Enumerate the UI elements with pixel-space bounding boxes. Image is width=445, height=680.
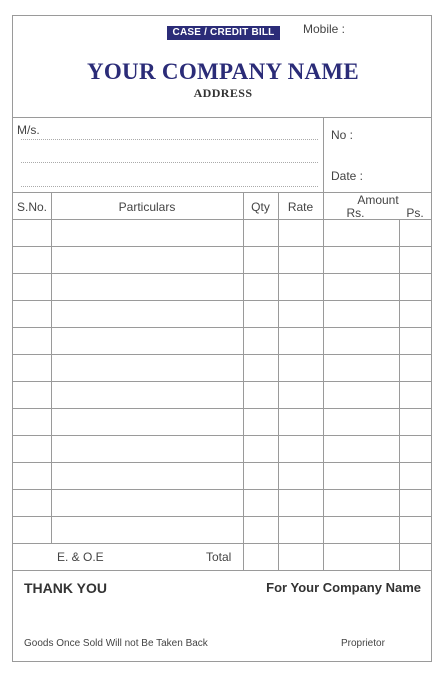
thank-you-text: THANK YOU — [24, 580, 107, 596]
ms-line-1[interactable] — [21, 139, 318, 140]
col-divider-rate — [323, 192, 324, 570]
col-rs-header: Rs. — [346, 206, 365, 220]
for-company-text: For Your Company Name — [266, 580, 421, 595]
table-row-line — [13, 300, 431, 301]
proprietor-label: Proprietor — [341, 638, 385, 649]
bill-form — [12, 15, 432, 662]
col-sno-header: S.No. — [16, 200, 47, 214]
goods-notice: Goods Once Sold Will not Be Taken Back — [24, 638, 208, 649]
col-divider-rs — [399, 219, 400, 570]
col-particulars-header: Particulars — [118, 200, 176, 214]
eoe-label: E. & O.E — [57, 550, 104, 564]
date-label: Date : — [331, 169, 364, 183]
table-row-line — [13, 354, 431, 355]
col-divider-sno — [51, 192, 52, 543]
company-name: YOUR COMPANY NAME — [86, 59, 360, 84]
table-body-bottom-line — [13, 543, 431, 544]
table-bottom-line — [13, 570, 431, 571]
ms-line-2[interactable] — [21, 162, 318, 163]
table-header-bottom-line — [13, 219, 431, 220]
table-row-line — [13, 327, 431, 328]
table-row-line — [13, 408, 431, 409]
table-row-line — [13, 381, 431, 382]
bill-type-badge: CASE / CREDIT BILL — [167, 26, 280, 40]
table-row-line — [13, 462, 431, 463]
bill-no-label: No : — [331, 128, 354, 142]
table-row-line — [13, 489, 431, 490]
ms-line-3[interactable] — [21, 186, 318, 187]
table-row-line — [13, 273, 431, 274]
col-ps-header: Ps. — [406, 206, 424, 220]
table-row-line — [13, 246, 431, 247]
col-rate-header: Rate — [287, 200, 314, 214]
mobile-label: Mobile : — [303, 22, 346, 36]
table-row-line — [13, 516, 431, 517]
col-qty-header: Qty — [251, 200, 270, 214]
col-divider-particulars — [243, 192, 244, 570]
ms-label: M/s. — [17, 123, 40, 137]
customer-divider — [323, 117, 324, 192]
company-address: ADDRESS — [193, 86, 253, 100]
header-divider — [13, 117, 431, 118]
table-row-line — [13, 435, 431, 436]
col-amount-header: Amount — [357, 193, 399, 207]
total-label: Total — [206, 550, 232, 564]
col-divider-qty — [278, 192, 279, 570]
